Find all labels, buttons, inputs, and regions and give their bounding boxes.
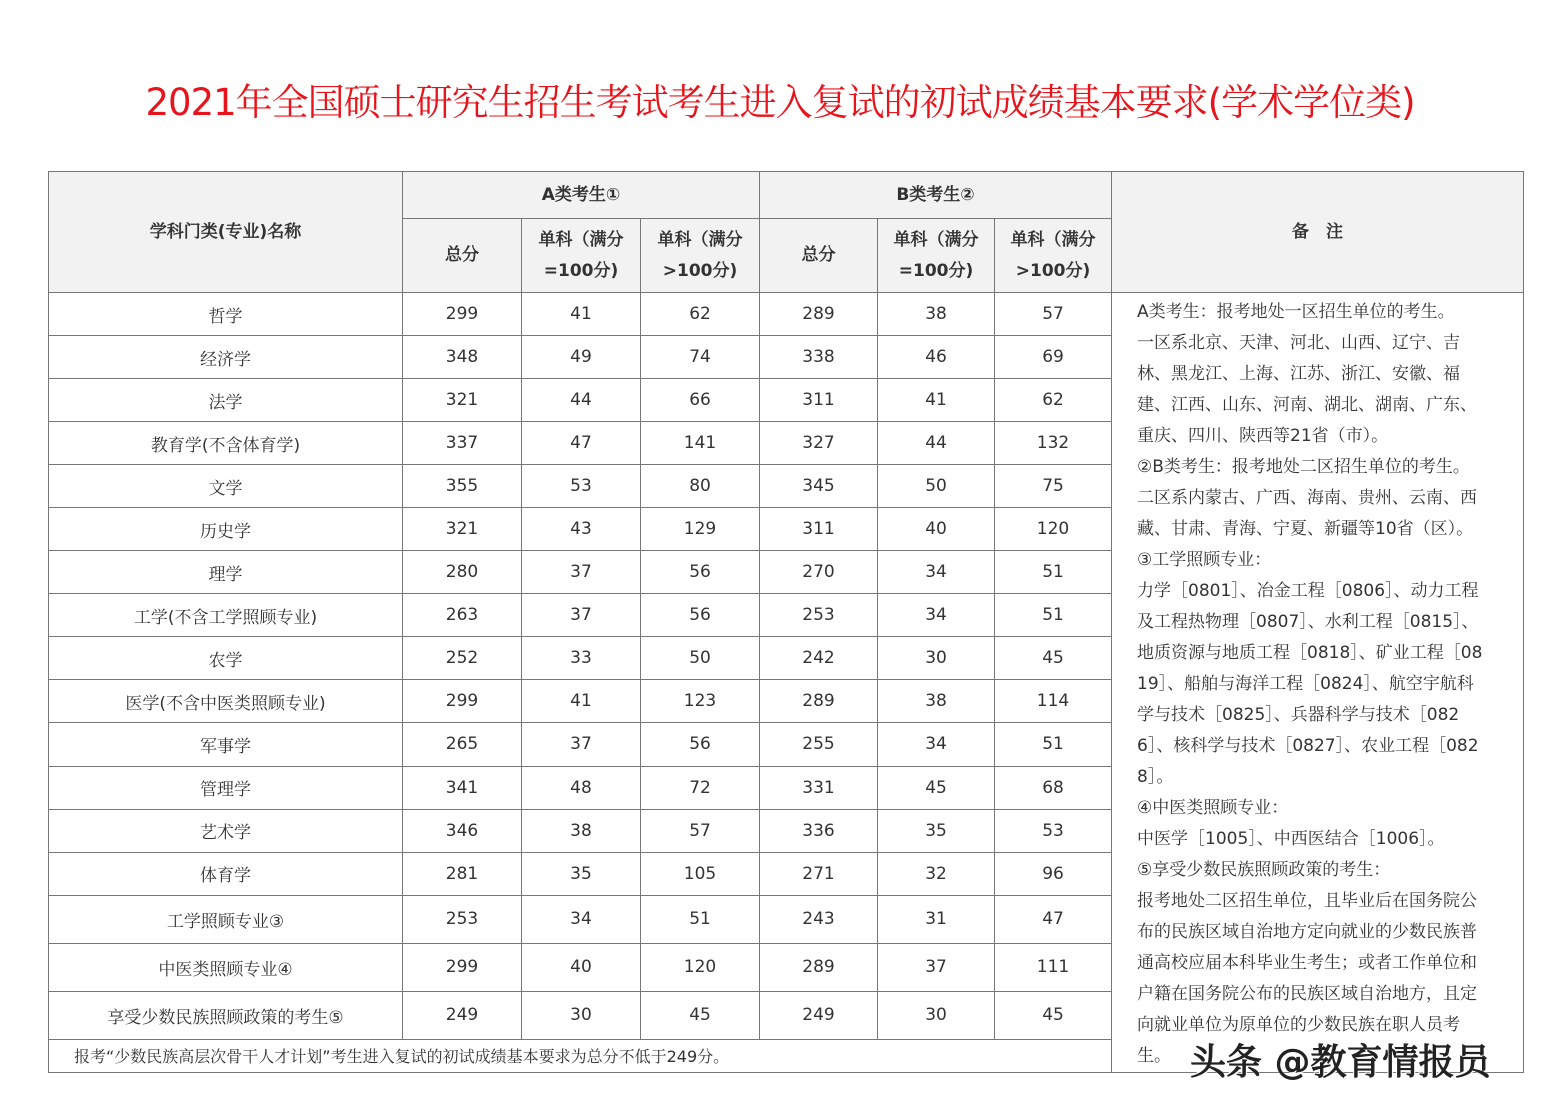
- cell-a-total: 281: [403, 852, 522, 895]
- cell-a-single100: 49: [522, 336, 641, 379]
- cell-subject: 工学(不含工学照顾专业): [49, 594, 403, 637]
- cell-a-total: 321: [403, 379, 522, 422]
- note-line: 藏、甘肃、青海、宁夏、新疆等10省（区）。: [1137, 519, 1474, 539]
- cell-b-single-over100: 114: [995, 680, 1112, 723]
- cell-a-single100: 53: [522, 465, 641, 508]
- header-group-b: B类考生②: [760, 172, 1112, 219]
- cell-subject: 文学: [49, 465, 403, 508]
- cell-b-single100: 34: [878, 723, 995, 766]
- note-line: 建、江西、山东、河南、湖北、湖南、广东、: [1137, 395, 1478, 415]
- note-line: 二区系内蒙古、广西、海南、贵州、云南、西: [1137, 488, 1478, 508]
- cell-a-single100: 37: [522, 723, 641, 766]
- footer-note: 报考“少数民族高层次骨干人才计划”考生进入复试的初试成绩基本要求为总分不低于249分。: [49, 1039, 1112, 1072]
- cell-b-single100: 38: [878, 293, 995, 336]
- header-b-single100: 单科（满分=100分): [878, 219, 995, 293]
- score-table: [48, 171, 1524, 1073]
- header-b-single-over100: 单科（满分>100分): [995, 219, 1112, 293]
- cell-a-total: 252: [403, 637, 522, 680]
- cell-subject: 历史学: [49, 508, 403, 551]
- cell-b-total: 253: [760, 594, 878, 637]
- note-line: 中医学［1005］、中西医结合［1006］。: [1137, 829, 1445, 849]
- note-line: 林、黑龙江、上海、江苏、浙江、安徽、福: [1137, 364, 1461, 384]
- cell-a-single-over100: 74: [641, 336, 760, 379]
- cell-b-single-over100: 120: [995, 508, 1112, 551]
- cell-a-single-over100: 57: [641, 809, 760, 852]
- cell-b-single100: 37: [878, 943, 995, 991]
- cell-b-single-over100: 51: [995, 594, 1112, 637]
- cell-subject: 农学: [49, 637, 403, 680]
- cell-b-single100: 40: [878, 508, 995, 551]
- cell-a-single-over100: 62: [641, 293, 760, 336]
- note-line: 向就业单位为原单位的少数民族在职人员考: [1137, 1015, 1461, 1035]
- cell-a-single100: 33: [522, 637, 641, 680]
- cell-b-single-over100: 47: [995, 895, 1112, 943]
- note-line: 通高校应届本科毕业生考生；或者工作单位和: [1137, 953, 1478, 973]
- cell-a-single-over100: 56: [641, 594, 760, 637]
- cell-b-total: 331: [760, 766, 878, 809]
- cell-a-single-over100: 56: [641, 551, 760, 594]
- note-line: 户籍在国务院公布的民族区域自治地方，且定: [1137, 984, 1478, 1004]
- cell-a-single-over100: 45: [641, 991, 760, 1039]
- header-a-single-over100: 单科（满分>100分): [641, 219, 760, 293]
- cell-b-single100: 34: [878, 594, 995, 637]
- header-b-total: 总分: [760, 219, 878, 293]
- note-line: 报考地处二区招生单位，且毕业后在国务院公: [1137, 891, 1478, 911]
- cell-a-total: 280: [403, 551, 522, 594]
- cell-b-single100: 30: [878, 637, 995, 680]
- cell-b-single100: 46: [878, 336, 995, 379]
- cell-b-single-over100: 62: [995, 379, 1112, 422]
- cell-subject: 军事学: [49, 723, 403, 766]
- cell-a-single100: 40: [522, 943, 641, 991]
- cell-b-single100: 34: [878, 551, 995, 594]
- cell-a-single-over100: 66: [641, 379, 760, 422]
- cell-a-single-over100: 50: [641, 637, 760, 680]
- cell-b-single100: 41: [878, 379, 995, 422]
- cell-b-single100: 38: [878, 680, 995, 723]
- cell-a-single100: 44: [522, 379, 641, 422]
- note-line: ④中医类照顾专业：: [1137, 798, 1289, 818]
- cell-b-total: 289: [760, 680, 878, 723]
- cell-b-single-over100: 45: [995, 637, 1112, 680]
- cell-b-single-over100: 75: [995, 465, 1112, 508]
- cell-a-total: 249: [403, 991, 522, 1039]
- note-line: 重庆、四川、陕西等21省（市）。: [1137, 426, 1389, 446]
- cell-b-single100: 32: [878, 852, 995, 895]
- cell-a-single-over100: 51: [641, 895, 760, 943]
- note-line: ③工学照顾专业：: [1137, 550, 1272, 570]
- note-line: 力学［0801］、冶金工程［0806］、动力工程: [1137, 581, 1479, 601]
- cell-a-total: 355: [403, 465, 522, 508]
- cell-a-single100: 48: [522, 766, 641, 809]
- cell-a-single100: 35: [522, 852, 641, 895]
- note-line: 19］、船舶与海洋工程［0824］、航空宇航科: [1137, 674, 1474, 694]
- cell-a-single-over100: 105: [641, 852, 760, 895]
- cell-a-single-over100: 72: [641, 766, 760, 809]
- cell-b-total: 242: [760, 637, 878, 680]
- note-line: 生。: [1137, 1046, 1172, 1066]
- note-line: 8］。: [1137, 767, 1174, 787]
- note-line: 6］、核科学与技术［0827］、农业工程［082: [1137, 736, 1479, 756]
- cell-b-single-over100: 53: [995, 809, 1112, 852]
- cell-a-single-over100: 80: [641, 465, 760, 508]
- cell-b-total: 345: [760, 465, 878, 508]
- cell-b-single-over100: 51: [995, 723, 1112, 766]
- cell-a-total: 337: [403, 422, 522, 465]
- cell-a-single100: 37: [522, 551, 641, 594]
- header-group-a: A类考生①: [403, 172, 760, 219]
- cell-a-total: 299: [403, 680, 522, 723]
- note-line: 地质资源与地质工程［0818］、矿业工程［08: [1137, 643, 1483, 663]
- cell-b-total: 255: [760, 723, 878, 766]
- cell-b-total: 338: [760, 336, 878, 379]
- cell-b-single100: 30: [878, 991, 995, 1039]
- watermark: 头条 @教育情报员: [1190, 1042, 1491, 1083]
- notes-cell: [1112, 293, 1524, 1073]
- cell-b-single-over100: 57: [995, 293, 1112, 336]
- cell-a-single100: 38: [522, 809, 641, 852]
- header-subject: 学科门类(专业)名称: [49, 172, 403, 293]
- note-line: 布的民族区域自治地方定向就业的少数民族普: [1137, 922, 1478, 942]
- cell-subject: 管理学: [49, 766, 403, 809]
- cell-b-single-over100: 45: [995, 991, 1112, 1039]
- cell-b-single-over100: 111: [995, 943, 1112, 991]
- cell-a-single-over100: 120: [641, 943, 760, 991]
- note-line: 及工程热物理［0807］、水利工程［0815］、: [1137, 612, 1479, 632]
- cell-subject: 工学照顾专业③: [49, 895, 403, 943]
- cell-a-single100: 34: [522, 895, 641, 943]
- cell-b-total: 336: [760, 809, 878, 852]
- cell-a-total: 341: [403, 766, 522, 809]
- cell-b-single100: 44: [878, 422, 995, 465]
- cell-b-single100: 45: [878, 766, 995, 809]
- cell-a-total: 265: [403, 723, 522, 766]
- cell-b-total: 311: [760, 379, 878, 422]
- cell-subject: 中医类照顾专业④: [49, 943, 403, 991]
- cell-subject: 经济学: [49, 336, 403, 379]
- page-title: 2021年全国硕士研究生招生考试考生进入复试的初试成绩基本要求(学术学位类): [145, 81, 1415, 124]
- cell-b-total: 249: [760, 991, 878, 1039]
- cell-a-total: 299: [403, 943, 522, 991]
- cell-b-single-over100: 51: [995, 551, 1112, 594]
- note-line: ⑤享受少数民族照顾政策的考生：: [1137, 860, 1391, 880]
- cell-b-single100: 35: [878, 809, 995, 852]
- table-row: [49, 293, 1524, 336]
- note-line: 学与技术［0825］、兵器科学与技术［082: [1137, 705, 1460, 725]
- cell-subject: 哲学: [49, 293, 403, 336]
- cell-a-single100: 41: [522, 680, 641, 723]
- cell-b-total: 270: [760, 551, 878, 594]
- note-line: A类考生：报考地处一区招生单位的考生。: [1137, 302, 1455, 322]
- header-a-total: 总分: [403, 219, 522, 293]
- cell-b-total: 243: [760, 895, 878, 943]
- cell-b-single100: 50: [878, 465, 995, 508]
- header-notes: 备 注: [1112, 172, 1524, 293]
- header-a-single100: 单科（满分=100分): [522, 219, 641, 293]
- cell-subject: 法学: [49, 379, 403, 422]
- cell-b-total: 289: [760, 293, 878, 336]
- note-line: 一区系北京、天津、河北、山西、辽宁、吉: [1137, 333, 1461, 353]
- cell-a-single-over100: 123: [641, 680, 760, 723]
- cell-subject: 体育学: [49, 852, 403, 895]
- cell-a-single100: 41: [522, 293, 641, 336]
- cell-subject: 医学(不含中医类照顾专业): [49, 680, 403, 723]
- cell-a-single100: 47: [522, 422, 641, 465]
- cell-b-single-over100: 96: [995, 852, 1112, 895]
- cell-a-total: 346: [403, 809, 522, 852]
- cell-b-total: 327: [760, 422, 878, 465]
- cell-a-total: 299: [403, 293, 522, 336]
- cell-b-single-over100: 132: [995, 422, 1112, 465]
- cell-subject: 教育学(不含体育学): [49, 422, 403, 465]
- cell-b-single-over100: 69: [995, 336, 1112, 379]
- cell-b-single100: 31: [878, 895, 995, 943]
- cell-a-single-over100: 129: [641, 508, 760, 551]
- cell-b-total: 311: [760, 508, 878, 551]
- cell-a-single-over100: 56: [641, 723, 760, 766]
- cell-a-single100: 30: [522, 991, 641, 1039]
- cell-a-total: 253: [403, 895, 522, 943]
- cell-b-total: 271: [760, 852, 878, 895]
- cell-a-total: 263: [403, 594, 522, 637]
- cell-b-single-over100: 68: [995, 766, 1112, 809]
- cell-subject: 享受少数民族照顾政策的考生⑤: [49, 991, 403, 1039]
- cell-b-total: 289: [760, 943, 878, 991]
- cell-a-single100: 43: [522, 508, 641, 551]
- cell-a-single100: 37: [522, 594, 641, 637]
- cell-a-total: 348: [403, 336, 522, 379]
- cell-a-total: 321: [403, 508, 522, 551]
- cell-a-single-over100: 141: [641, 422, 760, 465]
- cell-subject: 艺术学: [49, 809, 403, 852]
- cell-subject: 理学: [49, 551, 403, 594]
- note-line: ②B类考生：报考地处二区招生单位的考生。: [1137, 457, 1470, 477]
